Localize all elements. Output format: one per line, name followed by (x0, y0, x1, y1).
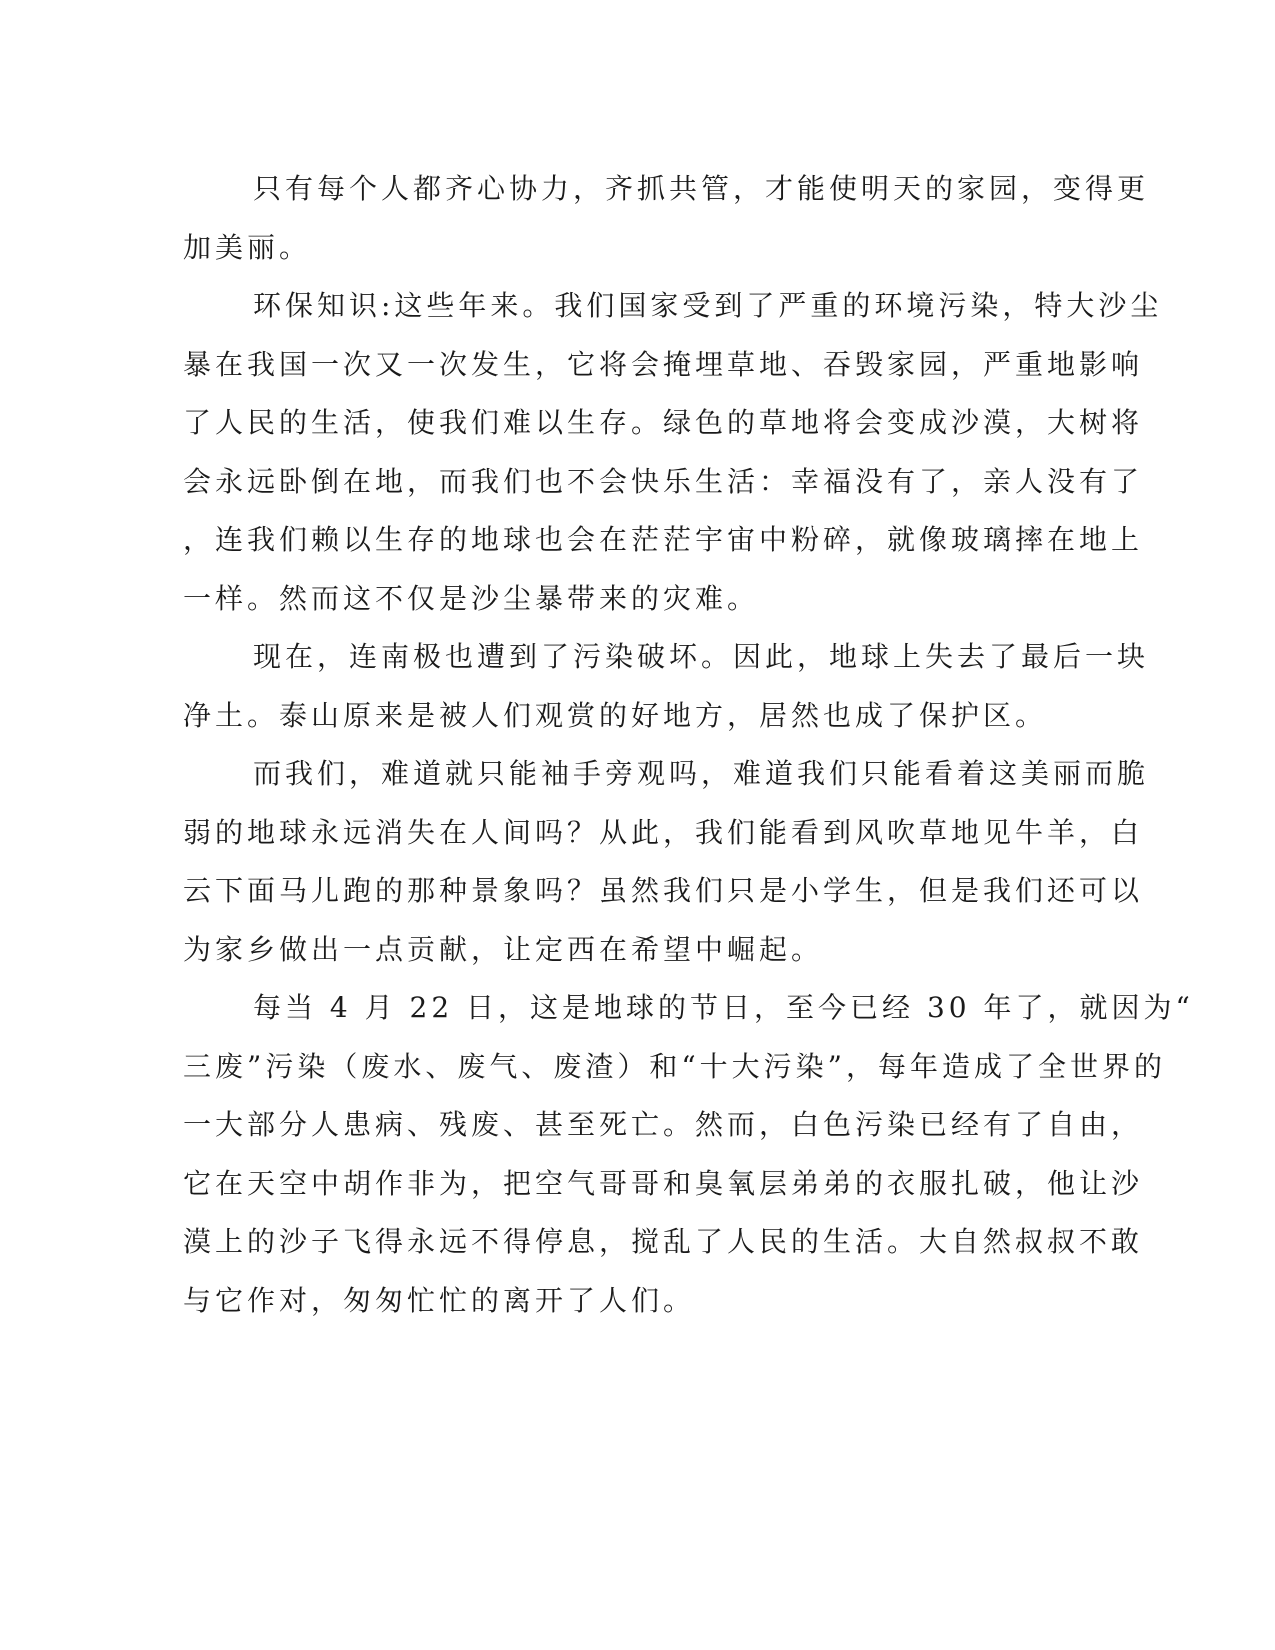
text-line: 三废”污染（废水、废气、废渣）和“十大污染”，每年造成了全世界的 (183, 1049, 1166, 1083)
text-line: 会永远卧倒在地，而我们也不会快乐生活：幸福没有了，亲人没有了 (183, 464, 1144, 498)
text-line: 现在，连南极也遭到了污染破坏。因此，地球上失去了最后一块 (253, 640, 1150, 673)
text-line: 只有每个人都齐心协力，齐抓共管，才能使明天的家园，变得更 (253, 172, 1150, 205)
text-line: 一样。然而这不仅是沙尘暴带来的灾难。 (183, 581, 760, 615)
text-line: 每当 4 月 22 日，这是地球的节日，至今已经 30 年了，就因为“ (253, 991, 1194, 1024)
text-line: 漠上的沙子飞得永远不得停息，搅乱了人民的生活。大自然叔叔不敢 (183, 1225, 1144, 1258)
text-line: 为家乡做出一点贡献，让定西在希望中崛起。 (183, 932, 824, 966)
text-line: 与它作对，匆匆忙忙的离开了人们。 (183, 1283, 696, 1317)
document-body (183, 160, 1194, 1330)
text-line: 云下面马儿跑的那种景象吗？虽然我们只是小学生，但是我们还可以 (183, 874, 1144, 907)
text-line: 一大部分人患病、残废、甚至死亡。然而，白色污染已经有了自由， (183, 1108, 1144, 1141)
text-line: 加美丽。 (183, 230, 312, 264)
text-line: 环保知识:这些年来。我们国家受到了严重的环境污染，特大沙尘 (253, 289, 1163, 322)
text-line: 它在天空中胡作非为，把空气哥哥和臭氧层弟弟的衣服扎破，他让沙 (183, 1166, 1144, 1200)
text-line: 暴在我国一次又一次发生，它将会掩埋草地、吞毁家园，严重地影响 (183, 347, 1144, 381)
text-line: 净土。泰山原来是被人们观赏的好地方，居然也成了保护区。 (183, 698, 1048, 732)
text-line: 而我们，难道就只能袖手旁观吗，难道我们只能看着这美丽而脆 (253, 757, 1150, 790)
text-line: ，连我们赖以生存的地球也会在茫茫宇宙中粉碎，就像玻璃摔在地上 (183, 523, 1144, 556)
text-line: 了人民的生活，使我们难以生存。绿色的草地将会变成沙漠，大树将 (183, 406, 1144, 439)
text-line: 弱的地球永远消失在人间吗？从此，我们能看到风吹草地见牛羊，白 (183, 815, 1144, 849)
